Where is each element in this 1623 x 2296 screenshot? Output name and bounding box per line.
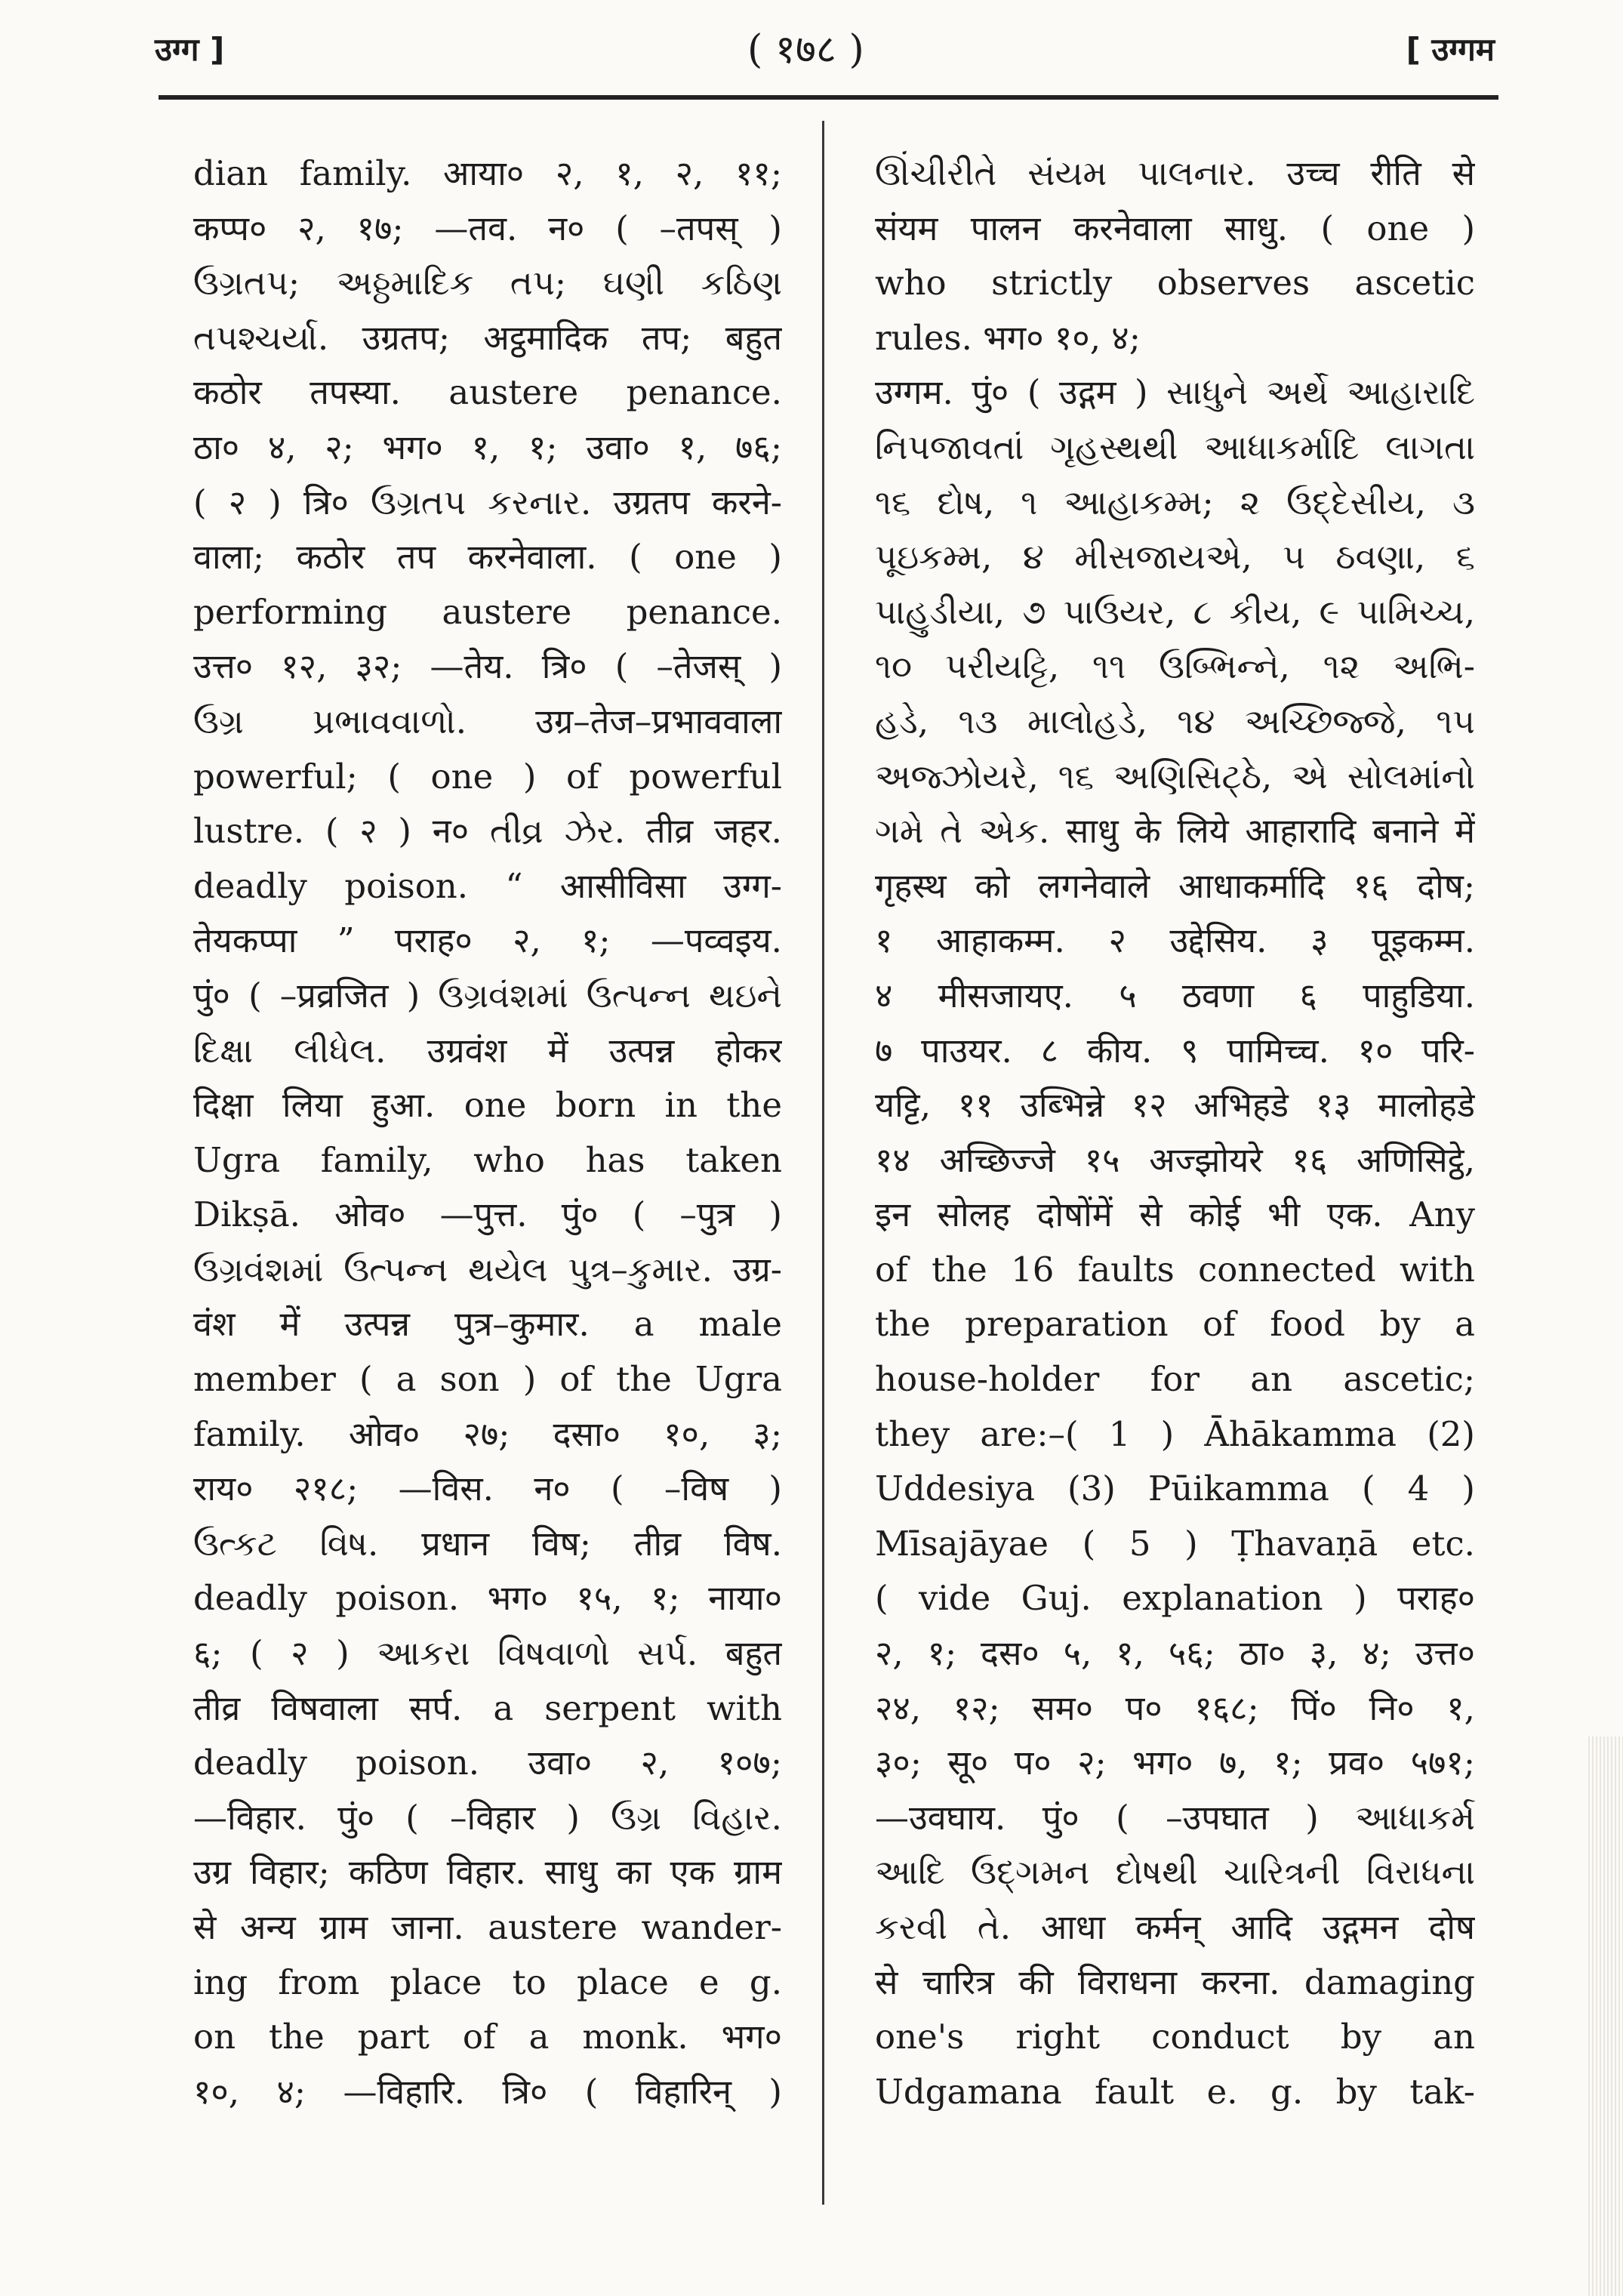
text-line: ઉગ્રવંશમાં ઉત્પન્ન થયેલ પુત્ર–કુમાર. उग्र-	[193, 1249, 782, 1290]
text-line: family. ओव० २७; दसा० १०, ३;	[193, 1413, 782, 1454]
text-line: इन सोलह दोषोंमें से कोई भी एक. Any	[875, 1194, 1475, 1235]
text-line: ગમે તે એક. साधु के लिये आहारादि बनाने में	[875, 811, 1475, 852]
running-head-right: [ उग्गम	[1406, 31, 1495, 68]
text-line: member ( a son ) of the Ugra	[193, 1359, 782, 1400]
text-line: પૂઇકમ્મ, ૪ મીસજાયએ, ૫ ઠવણા, ૬	[875, 537, 1475, 578]
scan-edge-texture	[1588, 1737, 1623, 2296]
text-line: તપશ્ચર્યા. उग्रतप; अट्ठमादिक तप; बहुत	[193, 317, 782, 358]
text-line: dian family. आया० २, १, २, ११;	[193, 153, 782, 193]
text-line: १०, ४; —विहारि. त्रि० ( विहारिन् )	[193, 2071, 782, 2112]
text-line: કરવી તે. आधा कर्मन् आदि उद्गमन दोष	[875, 1907, 1475, 1947]
text-line: Mīsajāyae ( 5 ) Ṭhavaṇā etc.	[875, 1523, 1475, 1564]
text-line: નિપજાવતાં ગૃહસ્થથી આધાકર્માદિ લાગતા	[875, 427, 1475, 467]
text-line: ૧૬ દોષ, ૧ આહાકમ્મ; ૨ ઉદ્દેસીય, ૩	[875, 482, 1475, 522]
text-line: दिक्षा लिया हुआ. one born in the	[193, 1085, 782, 1126]
text-line: powerful; ( one ) of powerful	[193, 756, 782, 797]
text-line: ( २ ) त्रि० ઉગ્રતપ કરનાર. उग्रतप करने-	[193, 482, 782, 522]
text-line: २४, १२; सम० प० १६८; पिं० नि० १,	[875, 1687, 1475, 1728]
text-line: २, १; दस० ५, १, ५६; ठा० ३, ४; उत्त०	[875, 1633, 1475, 1674]
text-line: on the part of a monk. भग०	[193, 2017, 782, 2057]
text-line: वंश में उत्पन्न पुत्र–कुमार. a male	[193, 1304, 782, 1345]
text-line: અજ્ઝોયરે, ૧૬ અણિસિટ્ઠે, એ સોલમાંનો	[875, 756, 1475, 797]
left-column	[193, 146, 782, 2119]
text-line: गृहस्थ को लगनेवाले आधाकर्मादि १६ दोष;	[875, 865, 1475, 906]
text-line: દિક્ષા લીધેલ. उग्रवंश में उत्पन्न होकर	[193, 1030, 782, 1071]
text-line: कप्प० २, १७; —तव. न० ( –तपस् )	[193, 208, 782, 248]
running-head-left: उग्ग ]	[155, 31, 225, 68]
text-line: આદિ ઉદ્ગમન દોષથી ચારિત્રની વિરાધના	[875, 1852, 1475, 1893]
text-line: ઊંચીરીતે સંયમ પાલનાર. उच्च रीति से	[875, 153, 1475, 193]
text-line: who strictly observes ascetic	[875, 263, 1475, 304]
text-line: ૧૦ પરીયટ્ટિ, ૧૧ ઉબ્ભિન્ને, ૧૨ અભિ-	[875, 646, 1475, 687]
text-line: પાહુડીયા, ૭ પાઉયર, ૮ કીય, ૯ પામિચ્ચ,	[875, 591, 1475, 632]
text-line: હડે, ૧૩ માલોહડે, ૧૪ અચ્છિજ્જે, ૧૫	[875, 701, 1475, 741]
text-line: ઉગ્રતપ; અઠ્ઠમાદિક તપ; ઘણી કઠિણ	[193, 263, 782, 304]
text-line: the preparation of food by a	[875, 1304, 1475, 1345]
text-line: performing austere penance.	[193, 591, 782, 632]
column-rule	[822, 121, 824, 2205]
text-line: Udgamana fault e. g. by tak-	[875, 2071, 1475, 2112]
text-line: पुं० ( –प्रव्रजित ) ઉગ્રવંશમાં ઉત્પન્ન થઇને	[193, 975, 782, 1015]
text-line: १४ अच्छिज्जे १५ अज्झोयरे १६ अणिसिट्ठे,	[875, 1139, 1475, 1180]
text-line: of the 16 faults connected with	[875, 1249, 1475, 1290]
text-line: they are:–( 1 ) Āhākamma (2)	[875, 1413, 1475, 1454]
text-line: से चारित्र की विराधना करना. damaging	[875, 1962, 1475, 2002]
text-line: —उवघाय. पुं० ( –उपघात ) આધાકર્મ	[875, 1797, 1475, 1838]
text-line: deadly poison. उवा० २, १०७;	[193, 1743, 782, 1783]
text-line: ७ पाउयर. ८ कीय. ९ पामिच्च. १० परि-	[875, 1030, 1475, 1071]
text-line: वाला; कठोर तप करनेवाला. ( one )	[193, 537, 782, 578]
text-line: से अन्य ग्राम जाना. austere wander-	[193, 1907, 782, 1947]
text-line: ( vide Guj. explanation ) पराह०	[875, 1578, 1475, 1619]
text-line: Dikṣā. ओव० —पुत्त. पुं० ( –पुत्र )	[193, 1194, 782, 1235]
text-line: deadly poison. “ आसीविसा उग्ग-	[193, 865, 782, 906]
text-line: lustre. ( २ ) न० તીવ્ર ઝેર. तीव्र जहर.	[193, 811, 782, 852]
text-line: संयम पालन करनेवाला साधु. ( one )	[875, 208, 1475, 248]
text-line: ठा० ४, २; भग० १, १; उवा० १, ७६;	[193, 427, 782, 467]
text-line: तेयकप्पा ” पराह० २, १; —पव्वइय.	[193, 920, 782, 961]
text-line: rules. भग० १०, ४;	[875, 317, 1141, 358]
text-line: ઉગ્ર પ્રભાવવાળો. उग्र–तेज–प्रभाववाला	[193, 701, 782, 741]
text-line: कठोर तपस्या. austere penance.	[193, 372, 782, 413]
text-line: राय० २१८; —विस. न० ( –विष )	[193, 1469, 782, 1509]
page-number: ( १७८ )	[747, 27, 864, 72]
text-line: १ आहाकम्म. २ उद्देसिय. ३ पूइकम्म.	[875, 920, 1475, 961]
header-rule	[159, 95, 1498, 100]
right-column	[875, 146, 1475, 2119]
text-line: ४ मीसजायए. ५ ठवणा ६ पाहुडिया.	[875, 975, 1475, 1015]
text-line: —विहार. पुं० ( –विहार ) ઉગ્ર વિહાર.	[193, 1797, 782, 1838]
text-line: उग्गम. पुं० ( उद्गम ) સાધુને અર્થે આહારાદિ	[875, 372, 1475, 413]
text-line: ६; ( २ ) આકરા વિષવાળો સર્પ. बहुत	[193, 1633, 782, 1674]
text-line: house-holder for an ascetic;	[875, 1359, 1475, 1400]
text-line: ing from place to place e g.	[193, 1962, 782, 2002]
text-line: ३०; सू० प० २; भग० ७, १; प्रव० ५७१;	[875, 1743, 1475, 1783]
text-line: उग्र विहार; कठिण विहार. साधु का एक ग्राम	[193, 1852, 782, 1893]
text-line: ઉત્કટ વિષ. प्रधान विष; तीव्र विष.	[193, 1523, 782, 1564]
text-line: उत्त० १२, ३२; —तेय. त्रि० ( –तेजस् )	[193, 646, 782, 687]
text-line: तीव्र विषवाला सर्प. a serpent with	[193, 1687, 782, 1728]
text-line: Ugra family, who has taken	[193, 1139, 782, 1180]
text-line: Uddesiya (3) Pūikamma ( 4 )	[875, 1469, 1475, 1509]
text-line: deadly poison. भग० १५, १; नाया०	[193, 1578, 782, 1619]
text-line: one's right conduct by an	[875, 2017, 1475, 2057]
text-line: यट्टि, ११ उब्भिन्ने १२ अभिहडे १३ मालोहडे	[875, 1085, 1475, 1126]
